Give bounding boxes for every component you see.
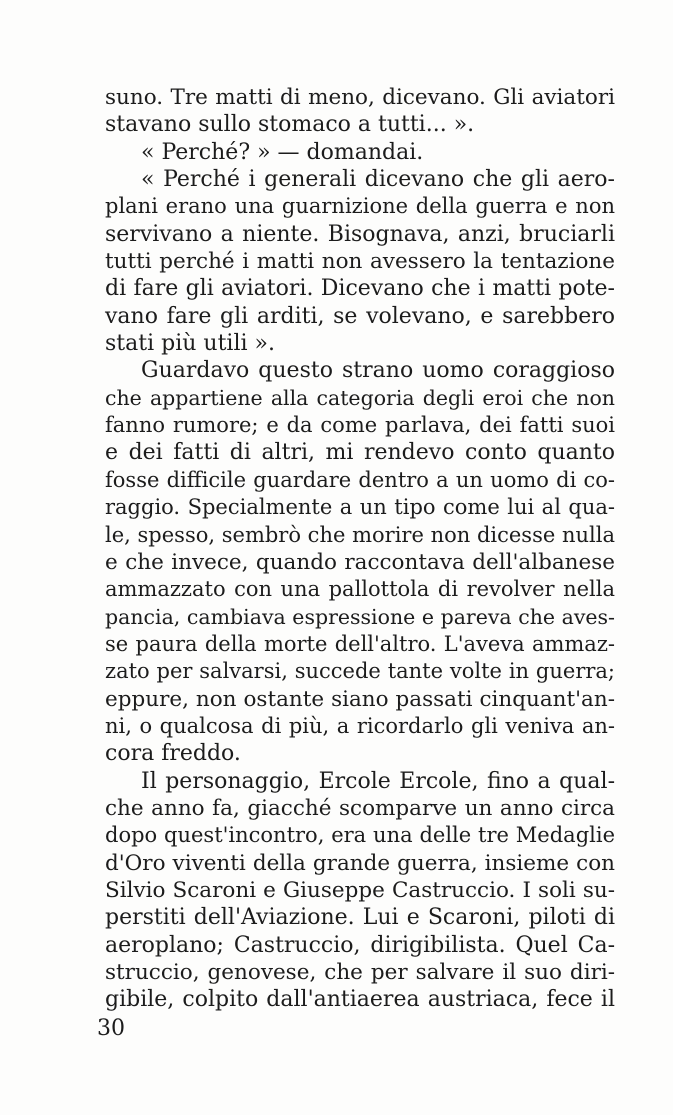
text-line: raggio. Specialmente a un tipo come lui al qua- xyxy=(105,495,615,520)
text-line: stavano sullo stomaco a tutti... ». xyxy=(105,112,475,138)
text-line: « Perché i generali dicevano che gli aero- xyxy=(141,167,615,193)
text-line: suno. Tre matti di meno, dicevano. Gli aviatori xyxy=(105,85,615,110)
text-line: tutti perché i matti non avessero la tentazione xyxy=(105,249,615,275)
text-line: perstiti dell'Aviazione. Lui e Scaroni, piloti di xyxy=(105,905,615,931)
text-line: vano fare gli arditi, se volevano, e sarebbero xyxy=(105,303,615,329)
text-line: che appartiene alla categoria degli eroi che non xyxy=(105,385,615,410)
text-line: dopo quest'incontro, era una delle tre Medaglie xyxy=(105,823,615,848)
page-number: 30 xyxy=(97,1016,125,1041)
text-line: di fare gli aviatori. Dicevano che i matti pote- xyxy=(105,276,615,302)
text-line: servivano a niente. Bisognava, anzi, bruciarli xyxy=(105,221,615,247)
text-line: le, spesso, sembrò che morire non dicesse nulla xyxy=(105,522,615,547)
text-line: zato per salvarsi, succede tante volte in guerra; xyxy=(105,659,615,684)
text-line: ni, o qualcosa di più, a ricordarlo gli veniva an- xyxy=(105,713,615,738)
text-line: e che invece, quando raccontava dell'albanese xyxy=(105,549,615,575)
text-line: cora freddo. xyxy=(105,741,241,767)
text-line: eppure, non ostante siano passati cinquant'an- xyxy=(105,686,615,712)
text-line: plani erano una guarnizione della guerra e non xyxy=(105,194,615,219)
text-line: « Perché? » — domandai. xyxy=(141,139,424,165)
text-line: struccio, genovese, che per salvare il suo diri- xyxy=(105,960,615,985)
text-line: fanno rumore; e da come parlava, dei fatti suoi xyxy=(105,413,615,438)
text-line: pancia, cambiava espressione e pareva che aves- xyxy=(105,604,615,629)
text-line: Silvio Scaroni e Giuseppe Castruccio. I soli su- xyxy=(105,877,615,903)
text-line: Il personaggio, Ercole Ercole, fino a qual- xyxy=(141,768,615,794)
text-line: ammazzato con una pallottola di revolver nella xyxy=(105,577,615,602)
text-line: se paura della morte dell'altro. L'aveva ammaz- xyxy=(105,631,615,656)
text-line: e dei fatti di altri, mi rendevo conto quanto xyxy=(105,440,615,466)
text-line: gibile, colpito dall'antiaerea austriaca, fece il xyxy=(105,987,615,1013)
text-line: Guardavo questo strano uomo coraggioso xyxy=(141,358,615,384)
text-line: fosse difficile guardare dentro a un uomo di co- xyxy=(105,467,615,492)
body-text xyxy=(105,84,615,1014)
text-line: stati più utili ». xyxy=(105,331,275,357)
text-line: aeroplano; Castruccio, dirigibilista. Quel Ca- xyxy=(105,932,615,958)
text-line: d'Oro viventi della grande guerra, insieme con xyxy=(105,850,615,876)
text-line: che anno fa, giacché scomparve un anno circa xyxy=(105,795,615,821)
